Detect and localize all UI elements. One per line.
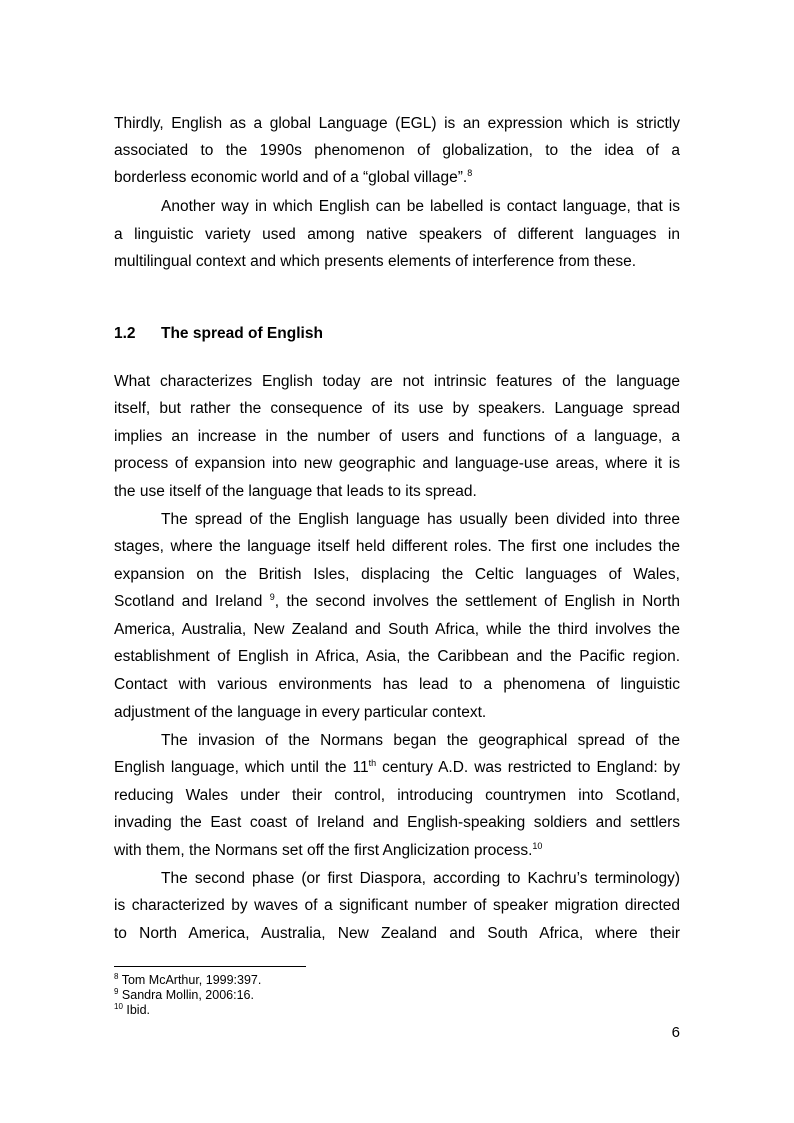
paragraph-line: is characterized by waves of a significant number of speaker migration directed (114, 897, 680, 914)
footnote-number: 9 (114, 987, 119, 996)
paragraph-line: a linguistic variety used among native speakers of different languages in (114, 226, 680, 243)
footnote-ref: 10 (532, 841, 543, 851)
paragraph-line: adjustment of the language in every particular context. (114, 704, 487, 721)
paragraph-line: process of expansion into new geographic and language-use areas, where it is (114, 455, 680, 472)
footnote-number: 10 (114, 1002, 123, 1011)
paragraph-line: multilingual context and which presents elements of interference from these. (114, 253, 637, 270)
footnote-text: Ibid. (122, 1003, 151, 1017)
paragraph-line (114, 758, 680, 778)
paragraph-line (114, 841, 680, 861)
line-text: Scotland and Ireland (114, 593, 270, 610)
footnote-ref: 8 (467, 168, 473, 178)
superscript: th (368, 758, 377, 768)
footnote-ref: 9 (269, 592, 275, 602)
paragraph-line: Thirdly, English as a global Language (EGL) is an expression which is strictly (114, 115, 680, 132)
footnote (114, 988, 254, 1002)
paragraph-line: associated to the 1990s phenomenon of globalization, to the idea of a (114, 142, 680, 159)
paragraph-line: The spread of the English language has usually been divided into three (161, 511, 680, 528)
paragraph-line: The second phase (or first Diaspora, according to Kachru’s terminology) (161, 870, 680, 887)
paragraph-line: to North America, Australia, New Zealand and South Africa, where their (114, 925, 680, 942)
paragraph-line: invading the East coast of Ireland and English-speaking soldiers and settlers (114, 814, 680, 831)
line-text: with them, the Normans set off the first Anglicization process. (114, 842, 533, 859)
paragraph-line: Another way in which English can be labelled is contact language, that is (161, 198, 680, 215)
line-text: borderless economic world and of a “global village”. (114, 169, 468, 186)
paragraph-line: the use itself of the language that leads to its spread. (114, 483, 477, 500)
footnote-text: Sandra Mollin, 2006:16. (118, 988, 254, 1002)
paragraph-line: What characterizes English today are not intrinsic features of the language (114, 373, 680, 390)
footnote-separator (114, 966, 306, 967)
section-title: The spread of English (161, 325, 323, 342)
paragraph-line (114, 168, 680, 188)
paragraph-line: America, Australia, New Zealand and South Africa, while the third involves the (114, 621, 680, 638)
paragraph-line: Contact with various environments has lead to a phenomena of linguistic (114, 676, 680, 693)
paragraph-line: establishment of English in Africa, Asia, the Caribbean and the Pacific region. (114, 648, 680, 665)
paragraph-line: itself, but rather the consequence of its use by speakers. Language spread (114, 400, 680, 417)
footnote-number: 8 (114, 972, 119, 981)
line-text: century A.D. was restricted to England: by (376, 759, 680, 776)
footnote (114, 1003, 150, 1017)
paragraph-line: expansion on the British Isles, displacing the Celtic languages of Wales, (114, 566, 680, 583)
paragraph-line: reducing Wales under their control, introducing countrymen into Scotland, (114, 787, 680, 804)
line-text: , the second involves the settlement of English in North (274, 593, 681, 610)
paragraph-line (114, 592, 680, 612)
line-text: English language, which until the 11 (114, 759, 369, 776)
paragraph-line: stages, where the language itself held different roles. The first one includes the (114, 538, 680, 555)
footnote-text: Tom McArthur, 1999:397. (118, 973, 262, 987)
page-number: 6 (671, 1024, 680, 1041)
section-number: 1.2 (114, 325, 136, 342)
paragraph-line: implies an increase in the number of users and functions of a language, a (114, 428, 680, 445)
footnote (114, 973, 261, 987)
paragraph-line: The invasion of the Normans began the geographical spread of the (161, 732, 680, 749)
